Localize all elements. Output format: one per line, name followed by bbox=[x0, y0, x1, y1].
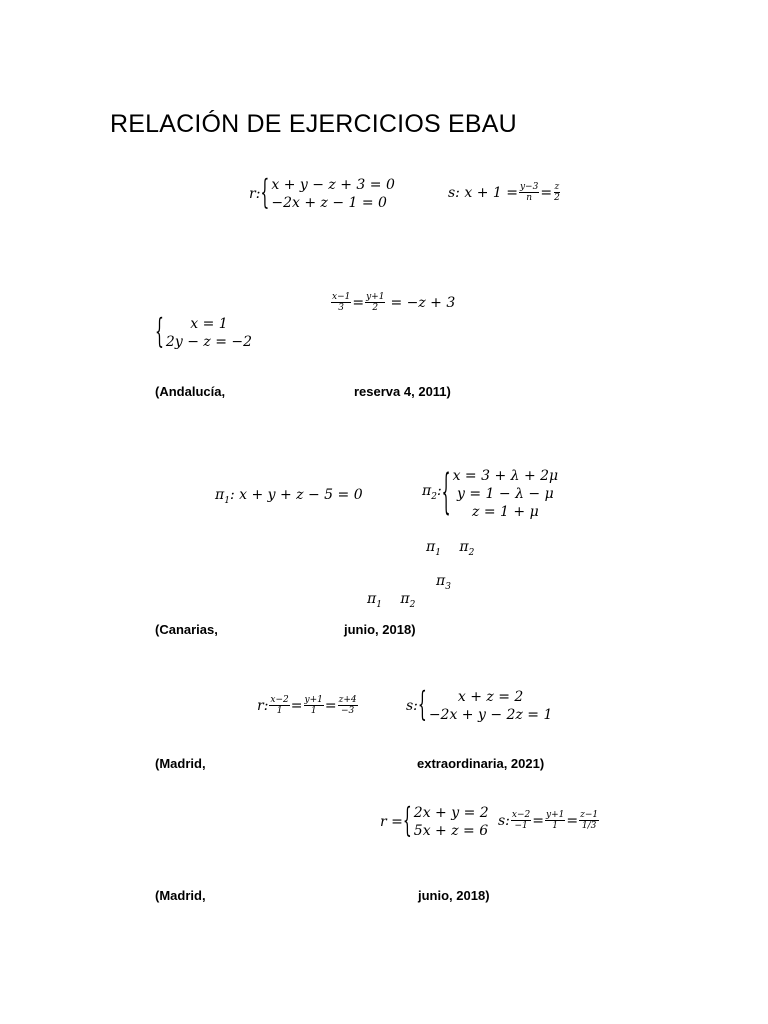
fraction bbox=[579, 810, 599, 831]
equals: = bbox=[566, 812, 579, 829]
pi2-eq-1: x = 3 + λ + 2μ bbox=[452, 468, 559, 484]
source-region: (Madrid, bbox=[155, 756, 206, 771]
pi-symbol: π bbox=[436, 573, 446, 589]
frac-num: z+4 bbox=[338, 695, 357, 705]
r-eq-2: −2x + z − 1 = 0 bbox=[271, 195, 387, 211]
fraction bbox=[365, 292, 385, 313]
source-session: junio, 2018) bbox=[344, 622, 416, 637]
fraction bbox=[304, 695, 324, 716]
frac-den: 2 bbox=[554, 193, 560, 203]
equals: = bbox=[324, 697, 337, 714]
frac-den: 1 bbox=[552, 821, 559, 831]
sys-eq-2: 2y − z = −2 bbox=[165, 334, 253, 350]
pi2-eq-3: z = 1 + μ bbox=[472, 504, 539, 520]
s-label: s: x + 1 = bbox=[448, 184, 518, 201]
s-label: s: bbox=[498, 812, 510, 829]
line-s-system bbox=[406, 688, 552, 724]
s-eq-1: x + z = 2 bbox=[457, 689, 524, 705]
pi-symbol: π bbox=[400, 591, 410, 607]
source-session: reserva 4, 2011) bbox=[354, 384, 451, 399]
brace: { bbox=[402, 802, 412, 842]
pi-symbol: π bbox=[367, 591, 377, 607]
frac-den: 2 bbox=[372, 303, 379, 313]
frac-num: y+1 bbox=[545, 810, 565, 820]
fraction bbox=[545, 810, 565, 831]
subscript: 2 bbox=[431, 491, 437, 502]
frac-den: n bbox=[526, 193, 533, 203]
sys-eq-1: x = 1 bbox=[190, 316, 228, 332]
fraction bbox=[519, 182, 539, 203]
pi-symbol: π bbox=[459, 539, 469, 555]
r-label: r: bbox=[257, 697, 269, 714]
pi-3 bbox=[436, 572, 451, 596]
line-r-continuous bbox=[257, 695, 359, 716]
equals: = bbox=[290, 697, 303, 714]
fraction bbox=[338, 695, 358, 716]
equals: = bbox=[540, 184, 553, 201]
brace: { bbox=[441, 466, 451, 522]
frac-num: x−2 bbox=[270, 695, 289, 705]
source-session: junio, 2018) bbox=[418, 888, 490, 903]
r-eq-2: 5x + z = 6 bbox=[413, 823, 489, 839]
brace: { bbox=[155, 313, 164, 353]
r-eq-1: x + y − z + 3 = 0 bbox=[271, 177, 395, 193]
line-r-system bbox=[249, 176, 395, 212]
frac-num: z bbox=[554, 182, 560, 192]
source-region: (Canarias, bbox=[155, 622, 218, 637]
pi-symbol: π bbox=[215, 487, 225, 503]
plane-pi1: $\pi_1$: x + y + z − 5 = 0 bbox=[215, 487, 363, 506]
source-region: (Andalucía, bbox=[155, 384, 226, 399]
s-eq-2: −2x + y − 2z = 1 bbox=[428, 707, 553, 723]
frac-num: z−1 bbox=[580, 810, 599, 820]
subscript: 2 bbox=[409, 599, 416, 610]
line-r-system bbox=[380, 804, 489, 840]
frac-den: 3 bbox=[338, 303, 345, 313]
source-session: extraordinaria, 2021) bbox=[417, 756, 545, 771]
line-s-continuous bbox=[498, 810, 600, 831]
fraction bbox=[511, 810, 531, 831]
frac-num: y−3 bbox=[519, 182, 539, 192]
s-label: s: bbox=[406, 698, 418, 714]
plane-pi2: $\pi_2$: { x = 3 + λ + 2μ y = 1 − λ − μ z = 1 + μ bbox=[422, 467, 558, 521]
pi1-equation: x + y + z − 5 = 0 bbox=[239, 487, 363, 503]
frac-den: 1/3 bbox=[581, 821, 597, 831]
line-s-continuous bbox=[448, 182, 562, 203]
brace: { bbox=[417, 686, 427, 726]
eq-rest: = −z + 3 bbox=[390, 294, 456, 311]
line-system bbox=[155, 315, 252, 351]
frac-den: −1 bbox=[514, 821, 528, 831]
subscript: 1 bbox=[376, 599, 382, 610]
r-eq-1: 2x + y = 2 bbox=[413, 805, 489, 821]
brace: { bbox=[260, 174, 270, 214]
fraction bbox=[331, 292, 351, 313]
line-continuous-eq bbox=[330, 292, 455, 313]
frac-num: x−2 bbox=[511, 810, 531, 820]
fraction bbox=[553, 182, 561, 203]
frac-num: y+1 bbox=[304, 695, 323, 705]
pi-symbol: π bbox=[422, 483, 432, 500]
frac-den: 1 bbox=[276, 706, 283, 716]
subscript: 3 bbox=[445, 581, 451, 592]
frac-num: x−1 bbox=[332, 292, 351, 302]
source-region: (Madrid, bbox=[155, 888, 206, 903]
subscript: 1 bbox=[224, 495, 230, 506]
r-label: r = bbox=[380, 814, 403, 830]
r-label: r: bbox=[249, 186, 261, 202]
pi-pair-1 bbox=[426, 538, 474, 562]
equals: = bbox=[532, 812, 544, 829]
pi2-eq-2: y = 1 − λ − μ bbox=[457, 486, 554, 502]
page-title: RELACIÓN DE EJERCICIOS EBAU bbox=[110, 110, 517, 138]
frac-num: y+1 bbox=[366, 292, 385, 302]
frac-den: 1 bbox=[310, 706, 317, 716]
subscript: 2 bbox=[468, 547, 475, 558]
pi-symbol: π bbox=[426, 539, 436, 555]
subscript: 1 bbox=[435, 547, 441, 558]
equals: = bbox=[352, 294, 365, 311]
frac-den: −3 bbox=[340, 706, 355, 716]
pi-pair-2 bbox=[367, 590, 415, 614]
fraction bbox=[269, 695, 289, 716]
